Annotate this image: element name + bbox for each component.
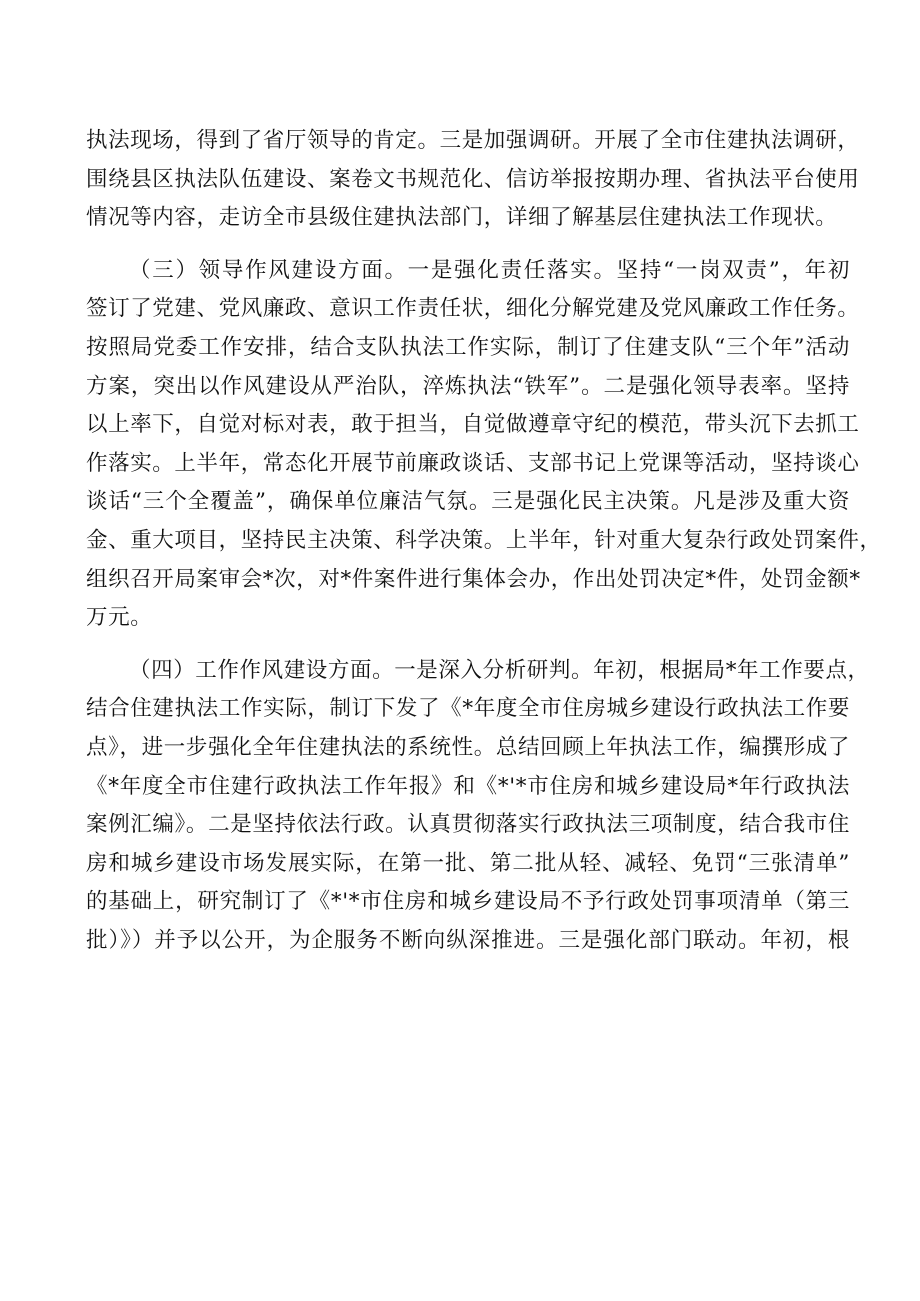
document-body: [86, 122, 882, 974]
text-line: 《*年度全市住建行政执法工作年报》和《*'*市住房和城乡建设局*年行政执法: [86, 773, 850, 799]
text-line: （三）领导作风建设方面。一是强化责任落实。坚持“一岗双责”，年初: [129, 257, 850, 283]
paragraph-p1: [86, 122, 860, 238]
text-line: 点》，进一步强化全年住建执法的系统性。总结回顾上年执法工作，编撰形成了: [86, 734, 850, 760]
text-line: 谈话“三个全覆盖”，确保单位廉洁气氛。三是强化民主决策。凡是涉及重大资: [86, 489, 850, 515]
paragraph-p2: [86, 252, 882, 638]
text-line: （四）工作作风建设方面。一是深入分析研判。年初，根据局*年工作要点，: [129, 657, 870, 683]
text-line: 按照局党委工作安排，结合支队执法工作实际，制订了住建支队“三个年”活动: [86, 334, 850, 360]
text-line: 批）》）并予以公开，为企服务不断向纵深推进。三是强化部门联动。年初，根: [86, 927, 850, 953]
text-line: 作落实。上半年，常态化开展节前廉政谈话、支部书记上党课等活动，坚持谈心: [86, 450, 860, 476]
text-line: 围绕县区执法队伍建设、案卷文书规范化、信访举报按期办理、省执法平台使用: [86, 166, 860, 192]
text-line: 方案，突出以作风建设从严治队，淬炼执法“铁军”。二是强化领导表率。坚持: [86, 373, 850, 399]
text-line: 案例汇编》。二是坚持依法行政。认真贯彻落实行政执法三项制度，结合我市住: [86, 812, 850, 838]
text-line: 执法现场，得到了省厅领导的肯定。三是加强调研。开展了全市住建执法调研，: [86, 128, 860, 153]
text-line: 以上率下，自觉对标对表，敢于担当，自觉做遵章守纪的模范，带头沉下去抓工: [86, 412, 860, 438]
text-line: 结合住建执法工作实际，制订下发了《*年度全市住房城乡建设行政执法工作要: [86, 696, 850, 722]
text-line: 签订了党建、党风廉政、意识工作责任状，细化分解党建及党风廉政工作任务。: [86, 296, 860, 322]
text-line: 组织召开局案审会*次，对*件案件进行集体会办，作出处罚决定*件，处罚金额*: [86, 566, 861, 592]
text-line: 房和城乡建设市场发展实际，在第一批、第二批从轻、减轻、免罚“三张清单”: [86, 850, 850, 876]
text-line: 金、重大项目，坚持民主决策、科学决策。上半年，针对重大复杂行政处罚案件，: [86, 527, 882, 553]
text-line: 情况等内容，走访全市县级住建执法部门，详细了解基层住建执法工作现状。: [86, 205, 838, 231]
text-line: 万元。: [86, 605, 153, 631]
paragraph-p3: [86, 652, 870, 961]
text-line: 的基础上，研究制订了《*'*市住房和城乡建设局不予行政处罚事项清单（第三: [86, 889, 850, 915]
